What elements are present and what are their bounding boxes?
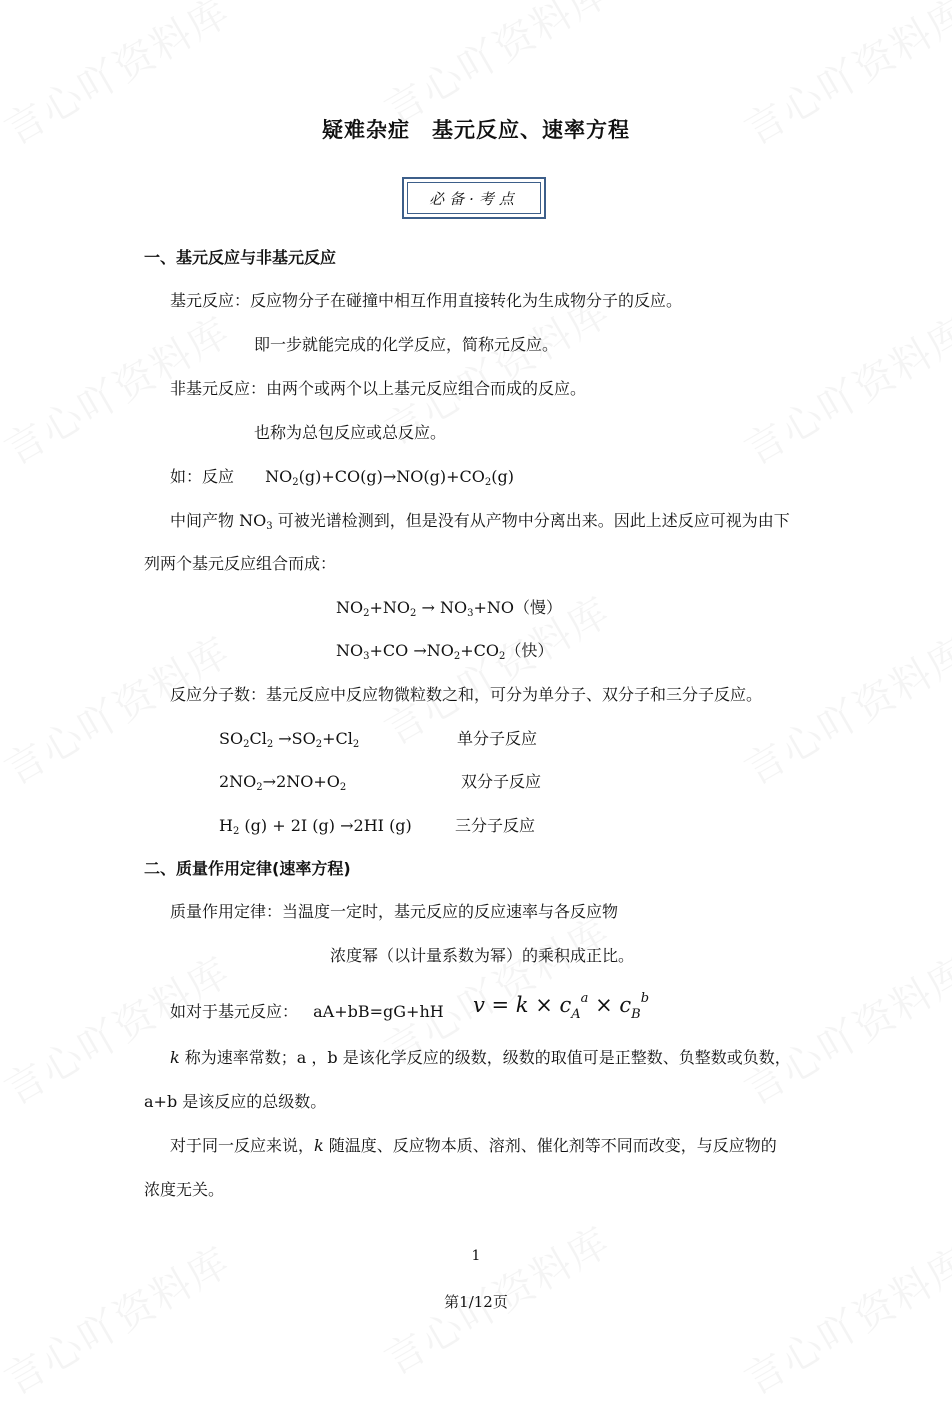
slow-label: （慢） bbox=[514, 598, 563, 617]
overall-reaction-equation: $NO_2(g)+CO(g)\to NO(g)+CO_2(g)$ bbox=[265, 467, 514, 488]
page-number: 1 bbox=[471, 1248, 481, 1264]
nonelementary-definition bbox=[170, 378, 586, 400]
bimolecular-label: 双分子反应 bbox=[461, 772, 542, 791]
k-symbol: k bbox=[170, 1048, 180, 1067]
section-badge bbox=[402, 177, 546, 219]
rate-equation: $v = k \times c_A^a \times c_B^b$ bbox=[473, 991, 650, 1022]
law-text: 质量作用定律：当温度一定时，基元反应的反应速率与各反应物 bbox=[170, 902, 619, 921]
rate-constant-text bbox=[170, 1047, 791, 1069]
intermediate-text-b: 可被光谱检测到，但是没有从产物中分离出来。因此上述反应可视为由下 bbox=[277, 511, 790, 530]
watermark bbox=[733, 621, 952, 796]
termolecular-label: 三分子反应 bbox=[455, 816, 536, 835]
watermark bbox=[733, 941, 952, 1116]
rate-example bbox=[170, 1001, 444, 1023]
same-reaction-text2: 浓度无关。 bbox=[144, 1180, 225, 1199]
rate-example-prefix: 如对于基元反应： bbox=[170, 1002, 299, 1021]
termolecular-equation: $H_2$ (g) + 2I (g) →2HI (g) bbox=[219, 816, 412, 837]
fast-label: （快） bbox=[505, 641, 554, 660]
watermark bbox=[0, 621, 239, 796]
badge-label: 必备·考点 bbox=[407, 182, 541, 214]
intermediate-text: 中间产物 $NO_3$ 可被光谱检测到，但是没有从产物中分离出来。因此上述反应可视为由下 bbox=[170, 511, 790, 532]
same-reaction-b: 随温度、反应物本质、溶剂、催化剂等不同而改变，与反应物的 bbox=[323, 1136, 777, 1155]
intermediate-text-a: 中间产物 NO bbox=[170, 511, 267, 530]
section1-heading: 一、基元反应与非基元反应 bbox=[144, 248, 337, 267]
same-reaction-a: 对于同一反应来说， bbox=[170, 1136, 315, 1155]
watermark bbox=[0, 941, 239, 1116]
fast-step: $NO_3+CO \to NO_2+CO_2$（快） bbox=[336, 641, 554, 662]
nonelementary-label: 非基元反应： bbox=[170, 379, 267, 398]
intermediate-text2: 列两个基元反应组合而成： bbox=[144, 554, 337, 573]
page-footer: 第1/12页 bbox=[444, 1293, 508, 1311]
same-reaction-text bbox=[170, 1135, 777, 1157]
nonelementary-text2: 也称为总包反应或总反应。 bbox=[254, 423, 447, 442]
unimolecular-label: 单分子反应 bbox=[457, 729, 538, 748]
rate-example-reaction: aA+bB=gG+hH bbox=[313, 1002, 444, 1021]
elementary-text2: 即一步就能完成的化学反应，简称元反应。 bbox=[254, 335, 559, 354]
elementary-text: 反应物分子在碰撞中相互作用直接转化为生成物分子的反应。 bbox=[250, 291, 683, 310]
elementary-definition bbox=[170, 290, 682, 312]
k-symbol-2: k bbox=[314, 1136, 324, 1155]
k-text: 称为速率常数；a ，b 是该化学反应的级数，级数的取值可是正整数、负整数或负数， bbox=[179, 1048, 791, 1067]
k-text2: a+b 是该反应的总级数。 bbox=[144, 1092, 327, 1111]
bimolecular-equation: $2NO_2\to 2NO+O_2$ bbox=[219, 772, 347, 793]
section2-heading: 二、质量作用定律(速率方程) bbox=[144, 859, 351, 878]
law-text2: 浓度幂（以计量系数为幂）的乘积成正比。 bbox=[330, 946, 635, 965]
unimolecular-equation: $SO_2Cl_2 \to SO_2+Cl_2$ bbox=[219, 729, 360, 750]
watermark bbox=[733, 301, 952, 476]
nonelementary-text: 由两个或两个以上基元反应组合而成的反应。 bbox=[266, 379, 587, 398]
elementary-label: 基元反应： bbox=[170, 291, 251, 310]
page-title: 疑难杂症 基元反应、速率方程 bbox=[322, 118, 630, 142]
molecularity-text: 反应分子数：基元反应中反应物微粒数之和，可分为单分子、双分子和三分子反应。 bbox=[170, 685, 763, 704]
example-line bbox=[170, 466, 514, 488]
slow-step: $NO_2+NO_2 \to NO_3+NO$（慢） bbox=[336, 598, 563, 619]
example-prefix: 如：反应 bbox=[170, 467, 235, 486]
